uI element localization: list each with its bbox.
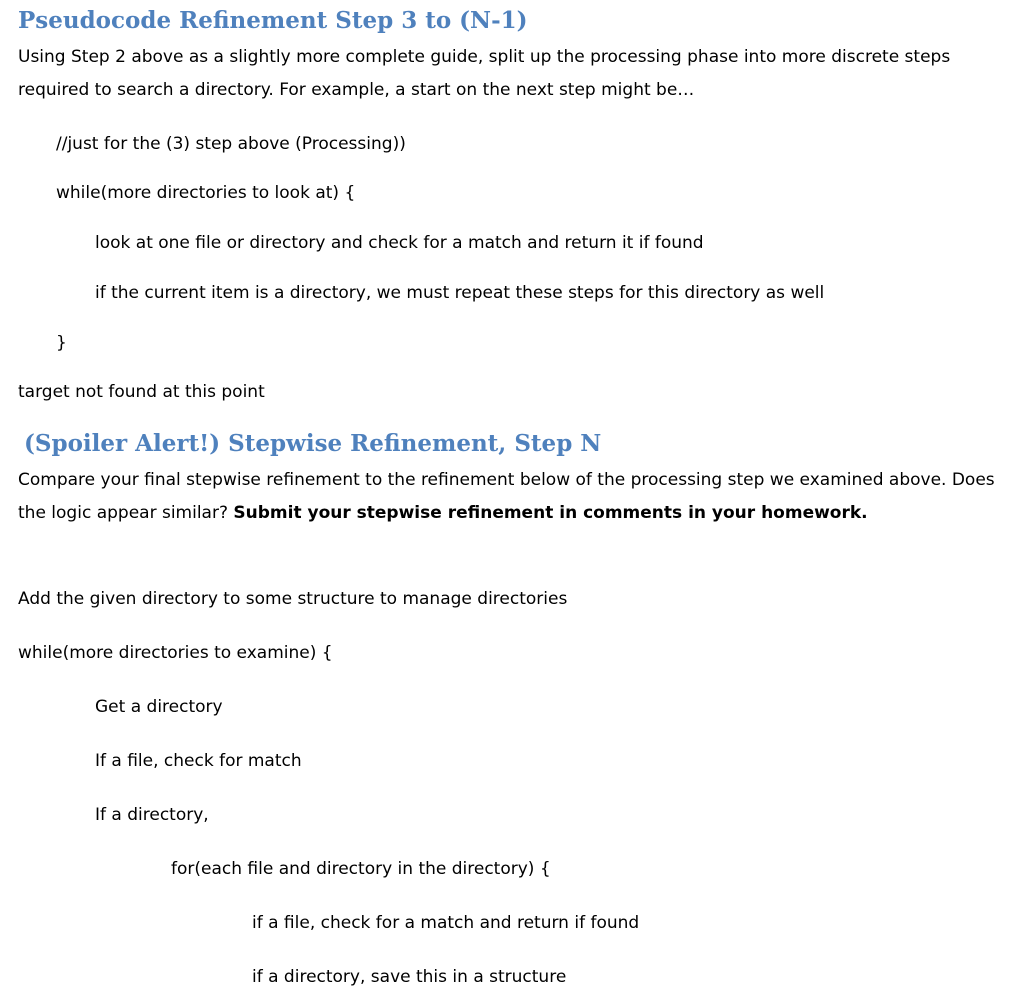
code-line-comment: //just for the (3) step above (Processing)) <box>56 134 406 154</box>
code-line-while-examine: while(more directories to examine) { <box>18 643 333 663</box>
section-heading-step3: Pseudocode Refinement Step 3 to (N-1) <box>18 7 528 34</box>
code-line-close-brace: } <box>56 333 67 353</box>
code-line-add-directory: Add the given directory to some structure to manage directories <box>18 589 568 609</box>
code-line-save-structure: if a directory, save this in a structure <box>252 967 567 987</box>
section2-intro-bold-instruction: Submit your stepwise refinement in comments in your homework. <box>233 503 868 523</box>
section-heading-step-n: (Spoiler Alert!) Stepwise Refinement, Step N <box>24 430 602 457</box>
code-line-if-a-directory: If a directory, <box>95 805 209 825</box>
section2-intro-paragraph <box>18 464 1008 530</box>
code-line-while: while(more directories to look at) { <box>56 183 356 203</box>
code-line-if-file: If a file, check for match <box>95 751 302 771</box>
section2-intro-text: Compare your final stepwise refinement to the refinement below of the processing step we examined above. Does the logic appear similar? <box>18 470 995 523</box>
code-line-if-file-return: if a file, check for a match and return if found <box>252 913 640 933</box>
code-line-for-each: for(each file and directory in the directory) { <box>171 859 551 879</box>
code-line-if-directory: if the current item is a directory, we must repeat these steps for this directory as well <box>95 283 825 303</box>
code-line-get-directory: Get a directory <box>95 697 223 717</box>
section1-intro-paragraph: Using Step 2 above as a slightly more complete guide, split up the processing phase into more discrete steps required to search a directory. For example, a start on the next step might be… <box>18 47 951 100</box>
code-line-not-found: target not found at this point <box>18 382 265 402</box>
code-line-look: look at one file or directory and check for a match and return it if found <box>95 233 704 253</box>
